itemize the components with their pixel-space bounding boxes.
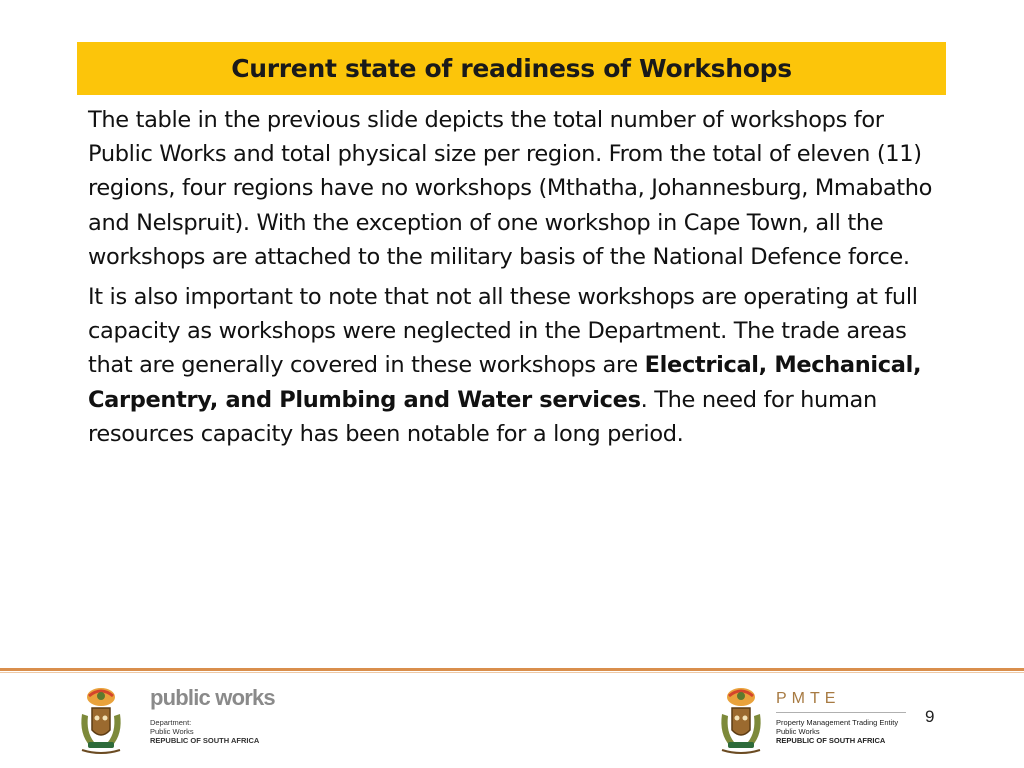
pmte-department: Public Works: [776, 727, 820, 736]
public-works-logo: [150, 684, 275, 745]
public-works-brand: public works: [150, 685, 275, 710]
paragraph-2-start: It is also important to note that not all these workshops are operating at full capacity as workshops were neglected in the Department. The trade areas that are generally covered in these workshops are: [88, 284, 918, 379]
coat-of-arms-icon: [716, 684, 766, 754]
pmte-brand: PMTE: [776, 690, 841, 707]
coat-of-arms-icon: [76, 684, 126, 754]
paragraph-1: The table in the previous slide depicts the total number of workshops for Public Works and total physical size per region. From the total of eleven (11) regions, four regions have no workshops (Mthatha, Johannesburg, Mmabatho and Nelspruit). With the exception of one workshop in Cape Town, all the workshops are attached to the military basis of the National Defence force.: [88, 107, 933, 270]
footer-divider-light: [0, 672, 1024, 673]
pmte-full-name: Property Management Trading Entity: [776, 718, 899, 727]
department-label: Department:: [150, 718, 192, 727]
page-number: 9: [925, 707, 935, 726]
pmte-divider: [776, 712, 906, 713]
pmte-logo: [776, 689, 906, 745]
slide-title: Current state of readiness of Workshops: [231, 54, 792, 83]
trade-areas-bold: Electrical, Mechanical, Carpentry, and Plumbing and Water services: [88, 352, 922, 413]
title-bar: [77, 42, 946, 95]
paragraph-2: [88, 280, 938, 451]
paragraph-2-end: . The need for human resources capacity has been notable for a long period.: [88, 386, 877, 447]
pmte-country: REPUBLIC OF SOUTH AFRICA: [776, 736, 886, 745]
slide-body: [88, 103, 938, 457]
footer-divider: [0, 668, 1024, 671]
country-name: REPUBLIC OF SOUTH AFRICA: [150, 736, 260, 745]
department-name: Public Works: [150, 727, 194, 736]
